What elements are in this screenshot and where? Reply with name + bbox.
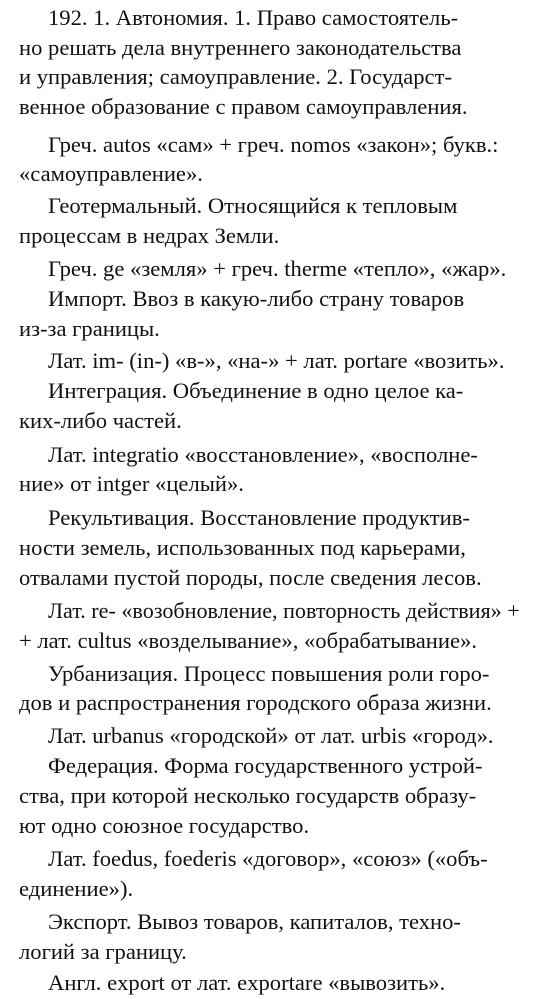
line-text: Экспорт. Вывоз товаров, капиталов, техно- <box>48 909 461 934</box>
line-text: процессам в недрах Земли. <box>19 223 280 248</box>
text-line <box>0 594 540 627</box>
line-text: Импорт. Ввоз в какую-либо страну товаров <box>48 286 465 311</box>
line-text: ких-либо частей. <box>19 408 182 433</box>
text-line <box>0 686 540 719</box>
text-line <box>0 219 540 252</box>
line-text: Урбанизация. Процесс повышения роли горо- <box>48 661 490 686</box>
line-text: Федерация. Форма государственного устрой- <box>48 753 483 778</box>
text-line <box>0 467 540 500</box>
text-line <box>0 872 540 905</box>
text-line <box>0 189 540 222</box>
text-line <box>0 60 540 93</box>
text-line <box>0 531 540 564</box>
line-text: Лат. re- «возобновление, повторность действия» + <box>48 598 520 623</box>
line-text: единение»). <box>19 876 134 901</box>
text-line <box>0 935 540 968</box>
line-text: ства, при которой несколько государств образу- <box>19 783 477 808</box>
line-text: 192. 1. Автономия. 1. Право самостоятель- <box>48 5 459 30</box>
line-text: венное образование с правом самоуправления. <box>19 94 468 119</box>
line-text: Лат. integratio «восстановление», «восполне- <box>48 442 478 467</box>
line-text: + лат. cultus «возделывание», «обрабатывание». <box>19 628 477 653</box>
line-text: ют одно союзное государство. <box>19 813 310 838</box>
text-line <box>0 809 540 842</box>
line-text: Рекультивация. Восстановление продуктив- <box>48 505 470 530</box>
line-text: ние» от intger «целый». <box>19 471 244 496</box>
line-text: ности земель, использованных под карьерами, <box>19 535 466 560</box>
line-text: Интеграция. Объединение в одно целое ка- <box>48 378 464 403</box>
text-line <box>0 404 540 437</box>
text-line <box>0 779 540 812</box>
line-text: Лат. urbanus «городской» от лат. urbis «город». <box>48 723 494 748</box>
text-line <box>0 561 540 594</box>
text-line <box>0 374 540 407</box>
line-text: Греч. autos «сам» + греч. nomos «закон»; букв.: <box>48 132 499 157</box>
line-text: Греч. ge «земля» + греч. therme «тепло», «жар». <box>48 256 507 281</box>
line-text: Лат. foedus, foederis «договор», «союз» («объ- <box>48 846 488 871</box>
text-line <box>0 312 540 345</box>
text-line <box>0 1 540 34</box>
text-line <box>0 749 540 782</box>
line-text: дов и распространения городского образа жизни. <box>19 690 492 715</box>
text-line <box>0 719 540 752</box>
line-text: Лат. im- (in-) «в-», «на-» + лат. portare «возить». <box>48 348 505 373</box>
line-text: «самоуправление». <box>19 161 203 186</box>
text-line <box>0 501 540 534</box>
text-line <box>0 344 540 377</box>
line-text: логий за границу. <box>19 939 187 964</box>
text-line <box>0 905 540 938</box>
text-line <box>0 282 540 315</box>
text-line <box>0 624 540 657</box>
line-text: из-за границы. <box>19 316 160 341</box>
text-line <box>0 966 540 999</box>
line-text: Англ. export от лат. exportare «вывозить». <box>48 970 446 995</box>
text-line <box>0 252 540 285</box>
line-text: и управления; самоуправление. 2. Государст- <box>19 64 452 89</box>
line-text: Геотермальный. Относящийся к тепловым <box>48 193 458 218</box>
line-text: но решать дела внутреннего законодательства <box>19 35 462 60</box>
text-line <box>0 157 540 190</box>
line-text: отвалами пустой породы, после сведения лесов. <box>19 565 482 590</box>
text-line <box>0 842 540 875</box>
text-line <box>0 90 540 123</box>
